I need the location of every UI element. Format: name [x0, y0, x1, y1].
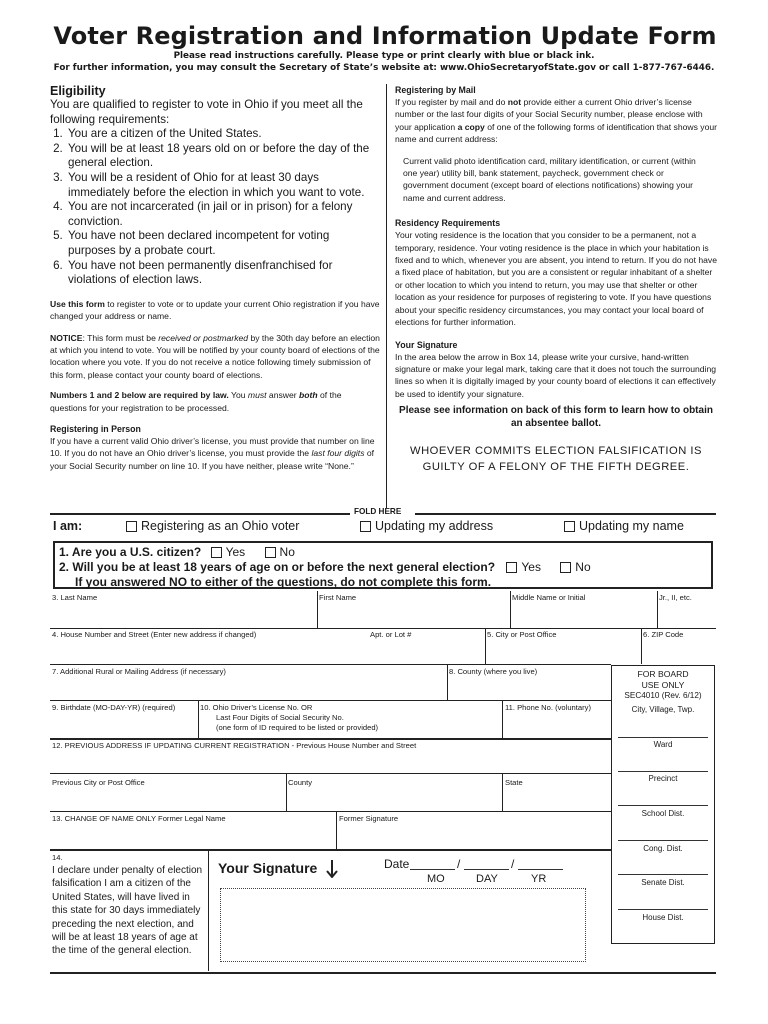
age-no[interactable]	[560, 560, 590, 574]
date-slash: /	[457, 857, 461, 871]
mail-text: If you register by mail and do	[395, 97, 508, 107]
date-yr-label: YR	[531, 873, 547, 885]
requirement-item: 4. You are not incarcerated (in jail or in prison) for a felony conviction.	[66, 200, 380, 229]
in-person-italic: last four digits	[311, 448, 365, 459]
checkbox-icon[interactable]	[265, 547, 276, 558]
mail-not: not	[507, 97, 522, 107]
name-change-label: 13. CHANGE OF NAME ONLY Former Legal Name	[52, 814, 226, 823]
column-divider	[386, 84, 387, 508]
phone-field[interactable]	[505, 714, 609, 738]
id-list: Current valid photo identification card, military identification, or current (within one year) utility bill, bank statement, paycheck, government check or government document (except board of elections notifications) showing your name and current address.	[403, 155, 696, 203]
county-field[interactable]	[449, 678, 609, 700]
board-item-city: City, Village, Twp.	[631, 705, 695, 714]
mail-heading: Registering by Mail	[395, 85, 476, 95]
form-title: Voter Registration and Information Update Form	[53, 22, 717, 50]
required-must: must	[247, 390, 267, 401]
field-divider	[447, 665, 448, 701]
no-label: No	[575, 560, 591, 574]
in-person-paragraph	[50, 435, 380, 472]
checkbox-icon[interactable]	[564, 521, 575, 532]
question-text: 1. Are you a U.S. citizen?	[59, 545, 202, 559]
row-line	[50, 773, 611, 774]
checkbox-icon[interactable]	[506, 562, 517, 573]
option-label: Updating my address	[375, 519, 494, 533]
option-update-name[interactable]	[564, 519, 684, 533]
fold-line-right	[415, 513, 716, 515]
field-divider	[641, 629, 642, 664]
eligibility-requirements	[50, 127, 380, 288]
board-use-box	[611, 665, 715, 944]
rural-label: 7. Additional Rural or Mailing Address (if necessary)	[52, 667, 226, 676]
row-line	[50, 700, 611, 701]
mail-text: of one of the following forms of identification that shows your name and current address:	[395, 121, 717, 145]
signature-paragraph: In the area below the arrow in Box 14, please write your cursive, hand-written signature or make your legal mark, taking care that it does not touch the surrounding lines so when it is digitally imaged by your county board of elections it can effectively be used to identify your signature.	[395, 351, 717, 399]
ssn-label: Last Four Digits of Social Security No.	[216, 713, 344, 722]
use-form-text: to register to vote or to update your current Ohio registration if you have changed your address or name.	[50, 298, 380, 322]
field-divider	[317, 591, 318, 628]
birthdate-field[interactable]	[52, 714, 197, 738]
board-item-ward: Ward	[653, 740, 673, 749]
fold-line-left	[50, 513, 350, 515]
fold-here-label: FOLD HERE	[354, 507, 402, 516]
date-day-label: DAY	[476, 873, 498, 885]
zip-field[interactable]	[643, 641, 715, 663]
option-label: Registering as an Ohio voter	[141, 519, 300, 533]
left-instructions	[50, 84, 380, 472]
required-both: both	[299, 390, 318, 401]
yes-label: Yes	[521, 560, 541, 574]
eligibility-heading: Eligibility	[50, 84, 106, 98]
residency-heading: Residency Requirements	[395, 218, 501, 229]
your-signature-heading	[218, 860, 338, 881]
row-line	[50, 628, 716, 629]
field-divider	[198, 701, 199, 739]
row-line	[50, 738, 611, 740]
declaration-text: I declare under penalty of election falsification I am a citizen of the United States, will have lived in this state for 30 days immediately preceding the next election, and will be at least 18 years of age at the time of the general election.	[52, 865, 203, 957]
signature-heading: Your Signature	[395, 339, 458, 350]
field-divider	[336, 812, 337, 849]
mail-copy: a copy	[457, 121, 485, 132]
checkbox-icon[interactable]	[211, 547, 222, 558]
checkbox-icon[interactable]	[360, 521, 371, 532]
box14-label: 14.	[52, 853, 63, 862]
signature-box[interactable]	[220, 888, 586, 962]
option-update-address[interactable]	[360, 519, 493, 533]
board-item-school: School Dist.	[641, 809, 685, 818]
field-divider	[286, 774, 287, 811]
board-item-precinct: Precinct	[648, 774, 678, 783]
question-text: 2. Will you be at least 18 years of age on or before the next general election?	[59, 560, 496, 574]
checkbox-icon[interactable]	[560, 562, 571, 573]
required-bold: Numbers 1 and 2 below are required by law.	[50, 390, 229, 401]
license-ssn-field[interactable]	[390, 714, 500, 738]
field-divider	[208, 851, 209, 971]
suffix-label: Jr., II, etc.	[659, 593, 692, 602]
board-line	[618, 771, 708, 772]
last-name-field[interactable]	[52, 604, 316, 628]
first-name-field[interactable]	[319, 604, 509, 628]
iam-label: I am:	[53, 519, 83, 533]
board-line	[618, 874, 708, 875]
field-divider	[485, 629, 486, 664]
requirement-item: 5. You have not been declared incompetent for voting purposes by a probate court.	[66, 229, 380, 258]
board-item-house: House Dist.	[642, 913, 684, 922]
absentee-note: Please see information on back of this form to learn how to obtain an absentee ballot.	[399, 405, 713, 429]
citizen-yes[interactable]	[211, 545, 246, 559]
down-arrow-icon	[326, 860, 338, 881]
citizen-question	[59, 545, 295, 559]
board-form-number: SEC4010 (Rev. 6/12)	[624, 691, 702, 700]
date-label: Date	[384, 857, 410, 871]
no-label: No	[279, 545, 295, 559]
field-divider	[510, 591, 511, 628]
right-instructions	[395, 84, 717, 475]
field-divider	[502, 774, 503, 811]
checkbox-icon[interactable]	[126, 521, 137, 532]
board-header: FOR BOARD	[637, 669, 689, 679]
falsification-warning: WHOEVER COMMITS ELECTION FALSIFICATION IS GUILTY OF A FELONY OF THE FIFTH DEGREE.	[410, 445, 702, 473]
previous-state-field[interactable]	[505, 789, 609, 810]
previous-county-label: County	[288, 778, 313, 787]
required-text: You	[228, 390, 248, 401]
board-item-senate: Senate Dist.	[641, 878, 685, 887]
former-signature-field[interactable]	[339, 825, 609, 848]
previous-address-field[interactable]	[52, 752, 609, 772]
board-line	[618, 840, 708, 841]
requirement-item: 6. You have not been permanently disenfranchised for violations of election laws.	[66, 259, 380, 288]
previous-city-field[interactable]	[52, 789, 284, 810]
house-label: 4. House Number and Street (Enter new address if changed)	[52, 630, 257, 639]
required-text: of the questions for your registration to be processed.	[50, 390, 342, 413]
phone-label: 11. Phone No. (voluntary)	[505, 703, 591, 712]
notice-text: : This form must be	[82, 332, 159, 343]
previous-state-label: State	[505, 778, 523, 787]
use-form-paragraph	[50, 298, 380, 323]
option-register-voter[interactable]	[126, 519, 299, 533]
mail-paragraph	[395, 96, 717, 146]
questions-note: If you answered NO to either of the questions, do not complete this form.	[75, 575, 492, 589]
form-title-bar	[44, 18, 726, 54]
row-line	[50, 811, 611, 812]
notice-bold: NOTICE	[50, 332, 83, 343]
eligibility-intro: You are qualified to register to vote in Ohio if you meet all the following requirements:	[50, 98, 363, 126]
age-question	[59, 560, 591, 574]
board-header: USE ONLY	[641, 680, 685, 690]
field-divider	[657, 591, 658, 628]
required-questions-paragraph	[50, 389, 380, 414]
previous-city-label: Previous City or Post Office	[52, 778, 145, 787]
previous-address-label: 12. PREVIOUS ADDRESS IF UPDATING CURRENT REGISTRATION - Previous House Number and Street	[52, 741, 417, 750]
option-label: Updating my name	[579, 519, 684, 533]
city-label: 5. City or Post Office	[487, 630, 557, 639]
house-street-field[interactable]	[52, 641, 484, 663]
id-note-label: (one form of ID required to be listed or provided)	[216, 723, 379, 732]
middle-name-label: Middle Name or Initial	[512, 593, 586, 602]
required-text: answer	[266, 390, 300, 401]
suffix-field[interactable]	[659, 604, 714, 628]
zip-label: 6. ZIP Code	[643, 630, 684, 639]
license-label: 10. Ohio Driver’s License No. OR	[200, 703, 313, 712]
mail-text: provide either a current Ohio driver’s license number or the last four digits of your Social Security number, please enclose with your application	[395, 97, 703, 132]
requirement-item: 1. You are a citizen of the United States.	[66, 127, 380, 142]
your-signature-label: Your Signature	[218, 860, 318, 876]
first-name-label: First Name	[319, 593, 357, 602]
yes-label: Yes	[225, 545, 246, 559]
rural-address-field[interactable]	[52, 678, 446, 700]
requirement-item: 3. You will be a resident of Ohio for at least 30 days immediately before the election in which you want to vote.	[66, 171, 380, 200]
middle-name-field[interactable]	[512, 604, 656, 628]
age-yes[interactable]	[506, 560, 541, 574]
previous-county-field[interactable]	[288, 789, 500, 810]
board-line	[618, 805, 708, 806]
in-person-text: of your Social Security number on line 10. If you have neither, please write “None.”	[50, 448, 375, 471]
citizen-no[interactable]	[265, 545, 295, 559]
row-line	[50, 664, 611, 665]
row-line	[50, 849, 611, 851]
notice-text: by the 30th day before an election at which you intend to vote. You will be notified by your county board of elections of the location where you vote. If you do not receive a notice following timely submission of this form, please contact your county board of elections.	[50, 332, 380, 380]
board-line	[618, 737, 708, 738]
use-form-bold: Use this form	[50, 298, 105, 309]
former-signature-label: Former Signature	[339, 814, 399, 823]
date-field[interactable]	[410, 857, 563, 871]
form-bottom-line	[50, 972, 716, 974]
field-divider	[502, 701, 503, 739]
residency-paragraph: Your voting residence is the location that you consider to be a permanent, not a temporary, residence. Your voting residence is the place in which your habitation is fixed and to which, whenever you are absent, you intend to return. If you do not have a fixed place of habitation, but you are a consistent or regular inhabitant of a shelter or other location to which you intend to return, you may use that shelter or other location as your residence for purposes of registering to vote. If you have questions about your specific residency circumstances, you may contact your local board of elections for further information.	[395, 230, 717, 328]
county-label: 8. County (where you live)	[449, 667, 538, 676]
contact-line: For further information, you may consult the Secretary of State’s website at: www.OhioSecretaryofState.gov or call 1-877-767-6446.	[53, 63, 715, 73]
city-field[interactable]	[487, 641, 640, 663]
in-person-heading: Registering in Person	[50, 423, 141, 434]
date-mo-label: MO	[427, 873, 445, 885]
board-line	[618, 909, 708, 910]
notice-paragraph	[50, 332, 380, 382]
date-slash: /	[511, 857, 515, 871]
birthdate-label: 9. Birthdate (MO-DAY-YR) (required)	[52, 703, 176, 712]
former-name-field[interactable]	[52, 825, 334, 848]
in-person-text: If you have a current valid Ohio driver’s license, you must provide that number on line 10. If you do not have an Ohio driver’s license, you must provide the	[50, 435, 375, 459]
required-questions-box	[53, 541, 713, 589]
last-name-label: 3. Last Name	[52, 593, 98, 602]
board-item-congress: Cong. Dist.	[643, 844, 683, 853]
requirement-item: 2. You will be at least 18 years old on or before the day of the general election.	[66, 142, 380, 171]
apt-label: Apt. or Lot #	[370, 630, 412, 639]
instructions-line: Please read instructions carefully. Please type or print clearly with blue or black ink.	[173, 51, 595, 61]
notice-italic: received or postmarked	[158, 332, 249, 343]
